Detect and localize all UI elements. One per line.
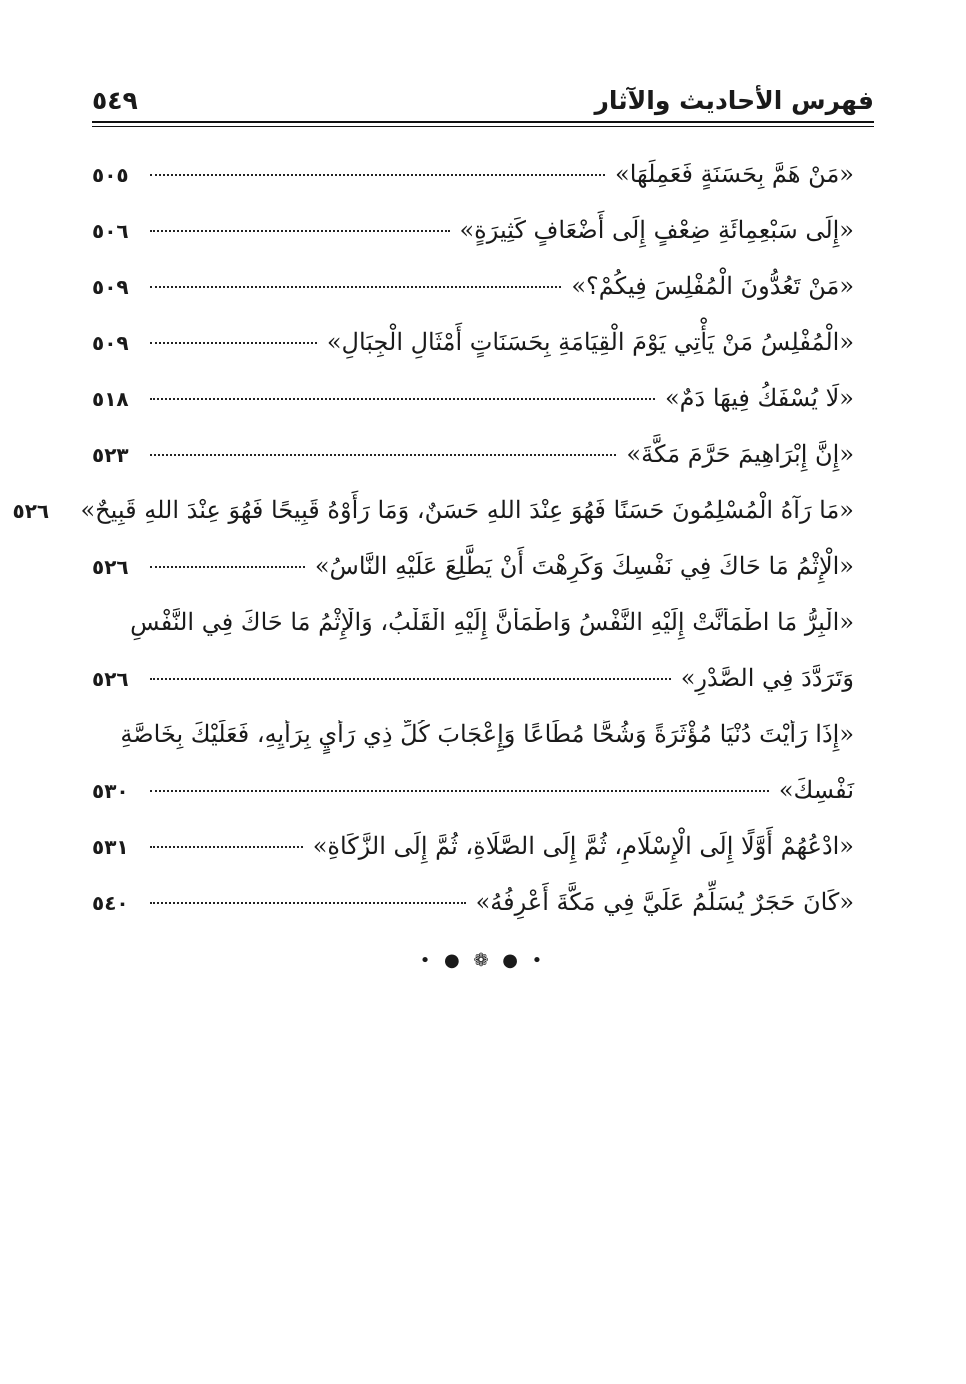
dot-leader [150,846,303,848]
dot-leader [150,566,305,568]
ornament-glyphs: • ● ❁ ● • [419,950,547,971]
index-entry [92,440,854,496]
entry-text: «لَا يُسْفَكُ فِيهَا دَمٌ» [664,384,854,412]
index-entries [12,160,854,944]
entry-page: ٥٠٩ [92,275,129,299]
entry-page: ٥٣١ [92,835,129,859]
entry-text: «الْمُفْلِسُ مَنْ يَأْتِي يَوْمَ الْقِيَامَةِ بِحَسَنَاتٍ أَمْثَالِ الْجِبَالِ» [326,328,854,356]
entry-page: ٥٠٦ [92,219,129,243]
entry-text-line1: «الْبِرُّ مَا اطْمَأَنَّتْ إِلَيْهِ النَّفْسُ وَاطْمَأَنَّ إِلَيْهِ الْقَلْبُ، وَالْإِثْمُ مَا حَاكَ فِي النَّفْسِ [130,608,854,636]
dot-leader [150,398,655,400]
index-entry [92,160,854,216]
index-entry [92,552,854,608]
page-title: فهرس الأحاديث والآثار [594,86,874,115]
entry-text: «إِنَّ إِبْرَاهِيمَ حَرَّمَ مَكَّةَ» [626,440,854,468]
entry-page: ٥٢٦ [92,555,129,579]
dot-leader [150,790,769,792]
entry-text-line1: «إِذَا رَأَيْتَ دُنْيَا مُؤْثَرَةً وَشُحًّا مُطَاعًا وَإِعْجَابَ كُلِّ ذِي رَأْيٍ بِرَأْيِهِ، فَعَلَيْكَ بِخَاصَّةِ [120,720,854,748]
entry-page: ٥٠٥ [92,163,129,187]
dot-leader [150,902,466,904]
dot-leader [150,286,561,288]
dot-leader [150,174,605,176]
index-entry [92,832,854,888]
index-entry [92,328,854,384]
page-number: ٥٤٩ [92,86,138,115]
entry-text: «إِلَى سَبْعِمِائَةِ ضِعْفٍ إِلَى أَضْعَافٍ كَثِيرَةٍ» [459,216,854,244]
floral-ornament-icon [0,950,966,971]
entry-page: ٥٣٠ [92,779,129,803]
header-rule-thin [92,126,874,127]
entry-text-line2: نَفْسِكَ» [778,776,854,804]
index-entry [92,272,854,328]
entry-text: «مَنْ هَمَّ بِحَسَنَةٍ فَعَمِلَهَا» [615,160,854,188]
index-entry [12,496,854,552]
entry-page: ٥١٨ [92,387,129,411]
page-header [92,80,874,124]
dot-leader [150,678,671,680]
header-rule [92,121,874,123]
entry-text: «مَنْ تَعُدُّونَ الْمُفْلِسَ فِيكُمْ؟» [571,272,854,300]
entry-text: «مَا رَآهُ الْمُسْلِمُونَ حَسَنًا فَهُوَ عِنْدَ اللهِ حَسَنٌ، وَمَا رَأَوْهُ قَبِيحًا فَهُوَ عِنْدَ اللهِ قَبِيحٌ» [80,496,854,524]
index-entry-multiline [92,608,854,720]
dot-leader [150,454,616,456]
index-entry [92,888,854,944]
entry-page: ٥٢٦ [92,667,129,691]
entry-text: «كَانَ حَجَرٌ يُسَلِّمُ عَلَيَّ فِي مَكَّةَ أَعْرِفُهُ» [475,888,854,916]
entry-text: «ادْعُهُمْ أَوَّلًا إِلَى الْإِسْلَامِ، ثُمَّ إِلَى الصَّلَاةِ، ثُمَّ إِلَى الزَّكَاةِ» [312,832,854,860]
dot-leader [150,342,317,344]
entry-page: ٥٤٠ [92,891,129,915]
entry-text: «الْإِثْمُ مَا حَاكَ فِي نَفْسِكَ وَكَرِهْتَ أَنْ يَطَّلِعَ عَلَيْهِ النَّاسُ» [314,552,854,580]
entry-page: ٥٢٣ [92,443,129,467]
index-entry-multiline [92,720,854,832]
entry-text-line2: وَتَرَدَّدَ فِي الصَّدْرِ» [680,664,854,692]
index-entry [92,384,854,440]
entry-page: ٥٠٩ [92,331,129,355]
index-entry [92,216,854,272]
entry-page: ٥٢٦ [12,499,50,523]
dot-leader [150,230,450,232]
